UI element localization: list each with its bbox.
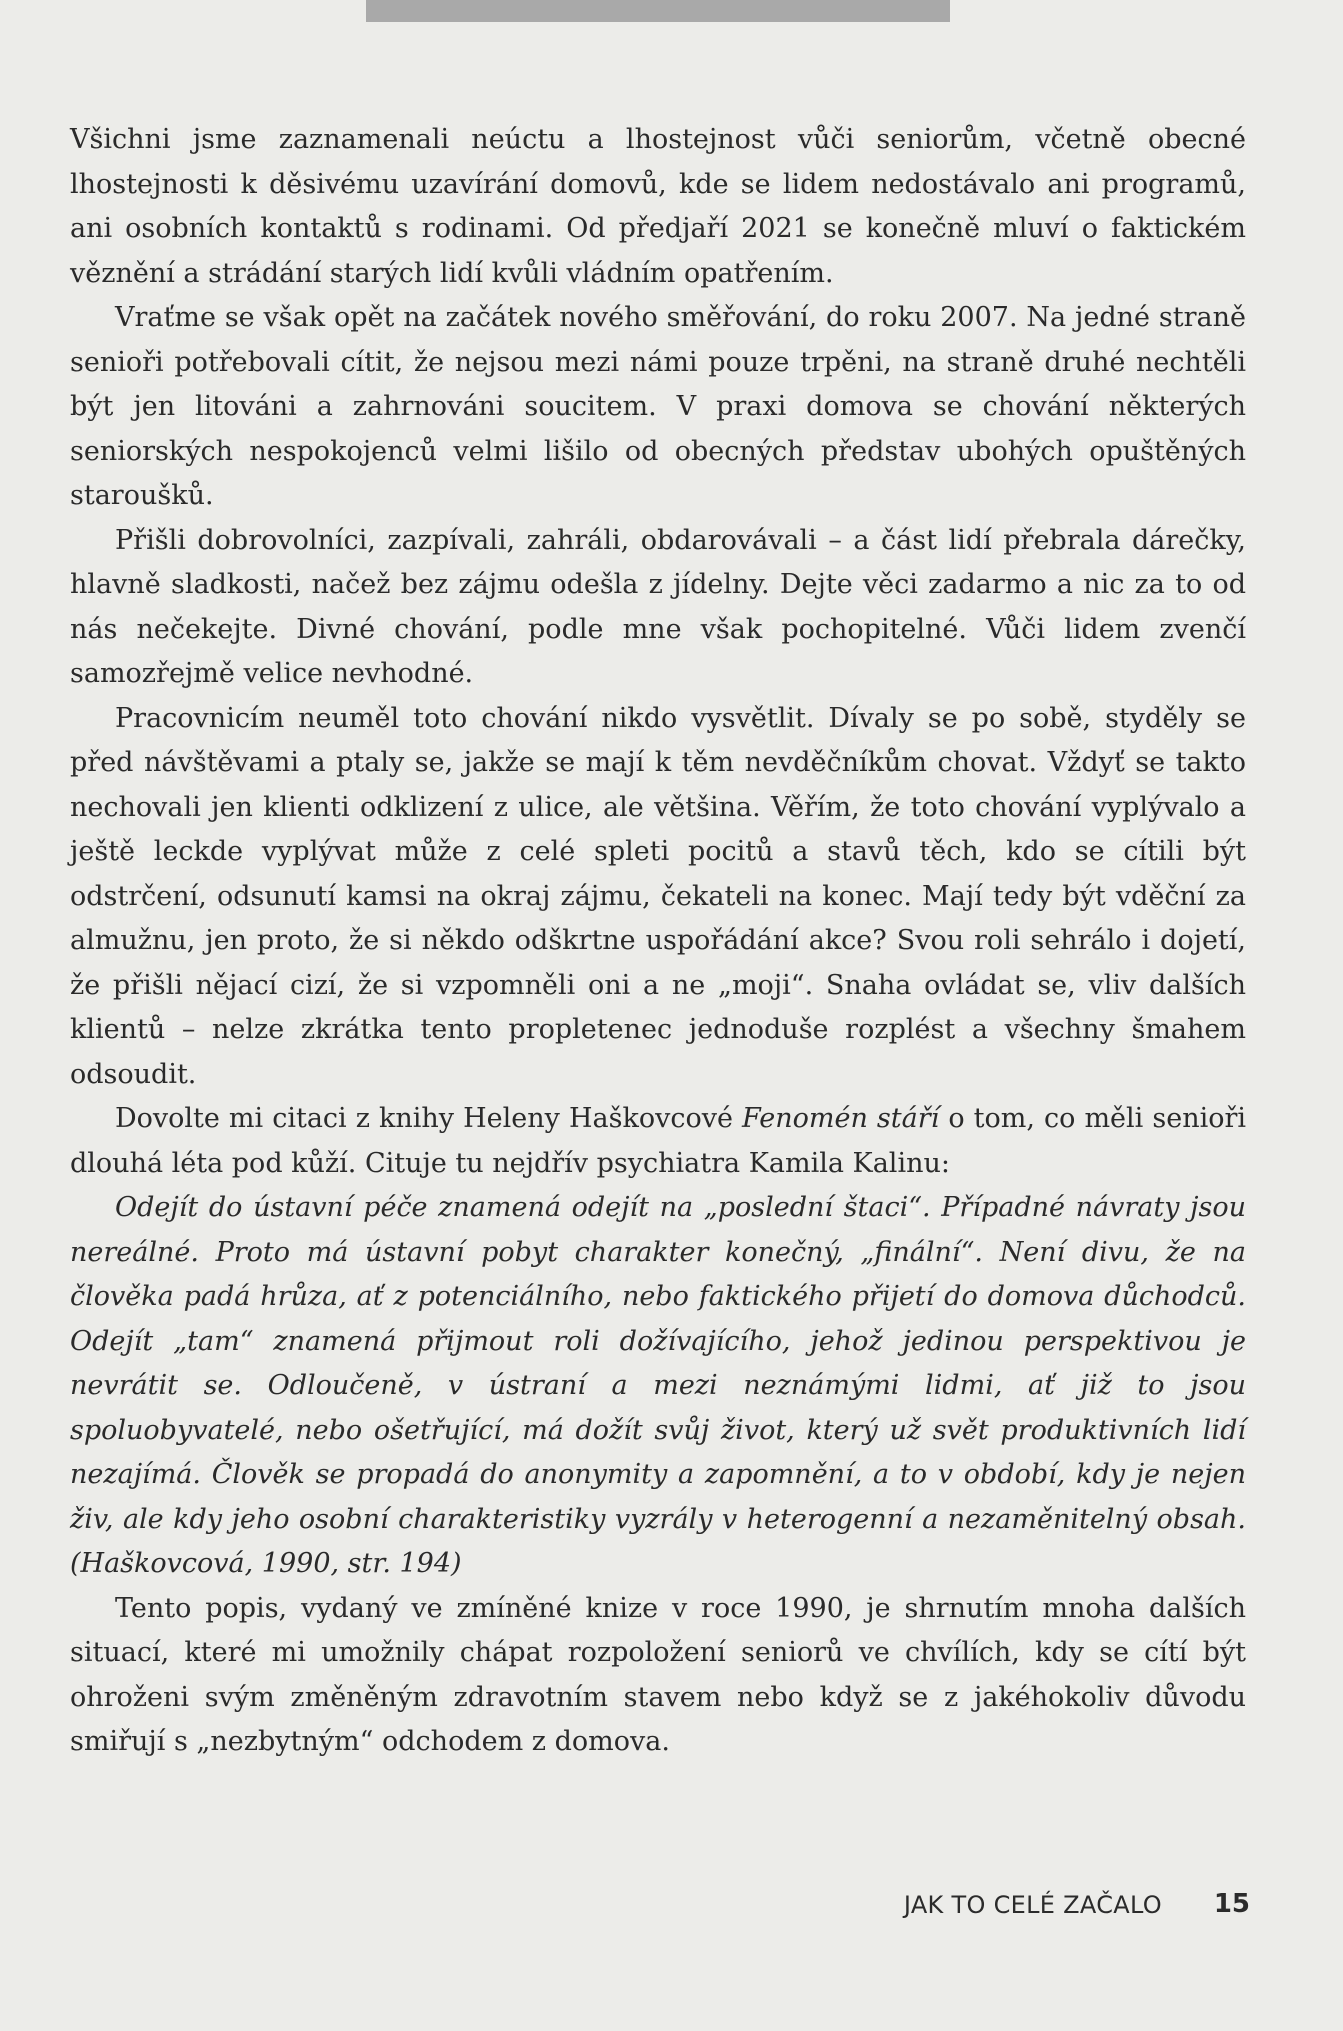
paragraph-5 [70, 1097, 1246, 1186]
page-footer [880, 1887, 1250, 1927]
quotation: Odejít do ústavní péče znamená odejít na „poslední štaci“. Případné návraty jsou nereálné. Proto má ústavní pobyt charakter konečný, „finální“. Není divu, že na člověka padá hrůza, ať z potenciálního, nebo faktického přijetí do domova důchodců. Odejít „tam“ znamená přijmout roli dožívajícího, jehož jedinou perspektivou je nevrátit se. Odloučeně, v ústraní a mezi neznámými lidmi, ať již to jsou spoluobyvatelé, nebo ošetřující, má dožít svůj život, který už svět produktivních lidí nezajímá. Člověk se propadá do anonymity a zapomnění, a to v období, kdy je nejen živ, ale kdy jeho osobní charakteristiky vyzrály v heterogenní a nezaměnitelný obsah. (Haškovcová, 1990, str. 194) [70, 1192, 1246, 1579]
chapter-title: JAK TO CELÉ ZAČALO [903, 1891, 1162, 1919]
page-number: 15 [1213, 1889, 1250, 1919]
paragraph-2: Vraťme se však opět na začátek nového směřování, do roku 2007. Na jedné straně senioři potřebovali cítit, že nejsou mezi námi pouze trpěni, na straně druhé nechtěli být jen litováni a zahrnováni soucitem. V praxi domova se chování některých seniorských nespokojenců velmi lišilo od obecných představ ubohých opuštěných staroušků. [70, 302, 1246, 511]
paragraph-1: Všichni jsme zaznamenali neúctu a lhostejnost vůči seniorům, včetně obecné lhostejnosti k děsivému uzavírání domovů, kde se lidem nedostávalo ani programů, ani osobních kontaktů s rodinami. Od předjaří 2021 se konečně mluví o faktickém věznění a strádání starých lidí kvůli vládním opatřením. [70, 124, 1246, 289]
book-title: Fenomén stáří [742, 1103, 940, 1134]
body-text [70, 118, 1246, 1765]
paragraph-6: Tento popis, vydaný ve zmíněné knize v roce 1990, je shrnutím mnoha dalších situací, které mi umožnily chápat rozpoložení seniorů ve chvílích, kdy se cítí být ohroženi svým změněným zdravotním stavem nebo když se z jakéhokoliv důvodu smiřují s „nezbytným“ odchodem z domova. [70, 1592, 1246, 1757]
paragraph-5-end: o tom, co měli senioři dlouhá léta pod kůží. Cituje tu nejdřív psychiatra Kamila Kalinu: [70, 1103, 1247, 1179]
top-gray-tab [366, 0, 950, 22]
paragraph-5-start: Dovolte mi citaci z knihy Heleny Haškovcové [115, 1103, 743, 1134]
paragraph-4: Pracovnicím neuměl toto chování nikdo vysvětlit. Dívaly se po sobě, styděly se před návštěvami a ptaly se, jakže se mají k těm nevděčníkům chovat. Vždyť se takto nechovali jen klienti odklizení z ulice, ale většina. Věřím, že toto chování vyplývalo a ještě leckde vyplývat může z celé spleti pocitů a stavů těch, kdo se cítili být odstrčení, odsunutí kamsi na okraj zájmu, čekateli na konec. Mají tedy být vděční za almužnu, jen proto, že si někdo odškrtne uspořádání akce? Svou roli sehrálo i dojetí, že přišli nějací cizí, že si vzpomněli oni a ne „moji“. Snaha ovládat se, vliv dalších klientů – nelze zkrátka tento propletenec jednoduše rozplést a všechny šmahem odsoudit. [70, 702, 1246, 1090]
paragraph-3: Přišli dobrovolníci, zazpívali, zahráli, obdarovávali – a část lidí přebrala dárečky, hlavně sladkosti, načež bez zájmu odešla z jídelny. Dejte věci zadarmo a nic za to od nás nečekejte. Divné chování, podle mne však pochopitelné. Vůči lidem zvenčí samozřejmě velice nevhodné. [70, 524, 1246, 689]
